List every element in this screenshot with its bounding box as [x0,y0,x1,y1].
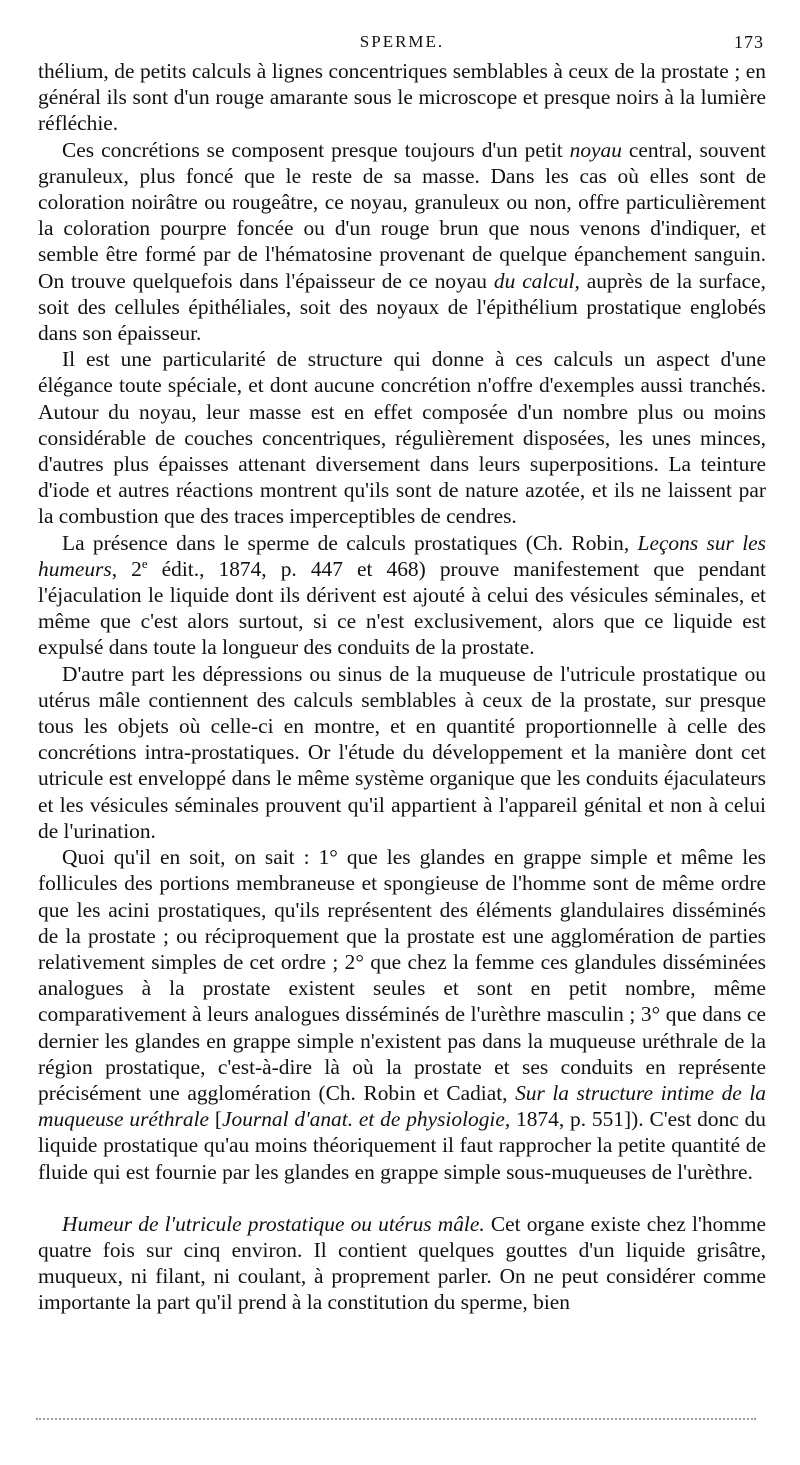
paragraph [38,661,766,844]
text-run: D'autre part les dépressions ou sinus de la muqueuse de l'utricule prostatique ou utérus mâle contiennent des calculs semblables à ceux de la prostate, sur presque tous les objets où celle-ci en montre, et en quantité proportionnelle à celle des concrétions intra-prostatiques. Or l'étude du développement et la manière dont cet utricule est enveloppé dans le même système organique que les conduits éjaculateurs et les vésicules séminales prouvent qu'il appartient à l'appareil génital et non à celui de l'urination. [38,661,766,843]
paragraph [38,346,766,529]
text-run: La présence dans le sperme de calculs prostatiques (Ch. Robin, [62,530,638,555]
page-header [40,32,764,56]
italic-text: du calcul, [493,268,580,293]
paragraph [38,137,766,347]
body-text [38,58,766,1316]
paragraph [38,58,766,137]
text-run: Cet organe existe chez l'homme quatre fois sur cinq environ. Il contient quelques gouttes d'un liquide grisâtre, muqueux, ni filant, ni coulant, à proprement parler. On ne peut considérer comme importante la part qu'il prend à la constitution du sperme, bien [38,1211,766,1315]
text-run: , 2 [111,556,142,581]
paragraph [38,844,766,1185]
page-number: 173 [734,32,764,52]
italic-text: Humeur de l'utricule prostatique ou utérus mâle. [62,1211,485,1236]
text-run: [ [209,1107,222,1132]
text-run: Ces concrétions se composent presque toujours d'un petit [62,137,570,162]
italic-text: Leçons sur les humeurs [38,530,766,581]
section-paragraph [38,1211,766,1316]
text-run: Quoi qu'il en soit, on sait : 1° que les glandes en grappe simple et même les follicules des portions membraneuse et spongieuse de l'homme sont de même ordre que les acini prostatiques, qu'ils représentent des éléments glandulaires disséminés de la prostate ; ou réciproquement que la prostate est une agglomération de parties relativement simples de cet ordre ; 2° que chez la femme ces glandules disséminées analogues à la prostate existent seules et sont en petit nombre, même comparativement à leurs analogues disséminés de l'urèthre masculin ; 3° que dans ce dernier les glandes en grappe simple n'existent pas dans la muqueuse uréthrale de la région prostatique, c'est-à-dire là où la prostate et ses conduits en représente précisément une agglomération (Ch. Robin et Cadiat, [38,845,766,1105]
superscript-text: e [141,555,148,571]
italic-text: noyau [569,137,622,162]
text-run: thélium, de petits calculs à lignes concentriques semblables à ceux de la prostate ; en général ils sont d'un rouge amarante sous le microscope et presque noirs à la lumière réfléchie. [38,59,766,136]
italic-text: Journal d'anat. et de physiologie [222,1107,505,1132]
text-run: auprès de la surface, soit des cellules épithéliales, soit des noyaux de l'épithélium prostatique englobés dans son épaisseur. [38,268,766,346]
running-head: SPERME. [359,32,445,51]
paragraph [38,530,766,661]
text-run: central, souvent granuleux, plus foncé que le reste de sa masse. Dans les cas où elles sont de coloration noirâtre ou rougeâtre, ce noyau, granuleux ou non, offre particulièrement la coloration pourpre foncée ou d'un rouge brun que nous venons d'indiquer, et semble être formé par de l'hématosine provenant de quelque épanchement sanguin. On trouve quelquefois dans l'épaisseur de ce noyau [38,137,766,293]
text-run: , 1874, p. 551]). C'est donc du liquide prostatique qu'au moins théoriquement il faut rapprocher la petite quantité de fluide qui est fournie par les glandes en grappe simple sous-muqueuses de l'urèthre. [38,1107,767,1184]
italic-text: Sur la structure intime de la muqueuse uréthrale [38,1080,766,1132]
text-run: Il est une particularité de structure qui donne à ces calculs un aspect d'une élégance toute spéciale, et dont aucune concrétion n'offre d'exemples aussi tranchés. Autour du noyau, leur masse est en effet composée d'un nombre plus ou moins considérable de couches concentriques, régulièrement disposées, les unes minces, d'autres plus épaisses attenant diversement dans leurs superpositions. La teinture d'iode et autres réactions montrent qu'ils sont de nature azotée, et ils ne laissent par la combustion que des traces imperceptibles de cendres. [38,347,766,529]
footer-dotted-rule [36,1418,756,1420]
text-run: édit., 1874, p. 447 et 468) prouve manifestement que pendant l'éjaculation le liquide dont ils dérivent est ajouté à celui des vésicules séminales, et même que c'est alors surtout, si ce n'est exclusivement, alors que ce liquide est expulsé dans toute la longueur des conduits de la prostate. [38,556,766,660]
